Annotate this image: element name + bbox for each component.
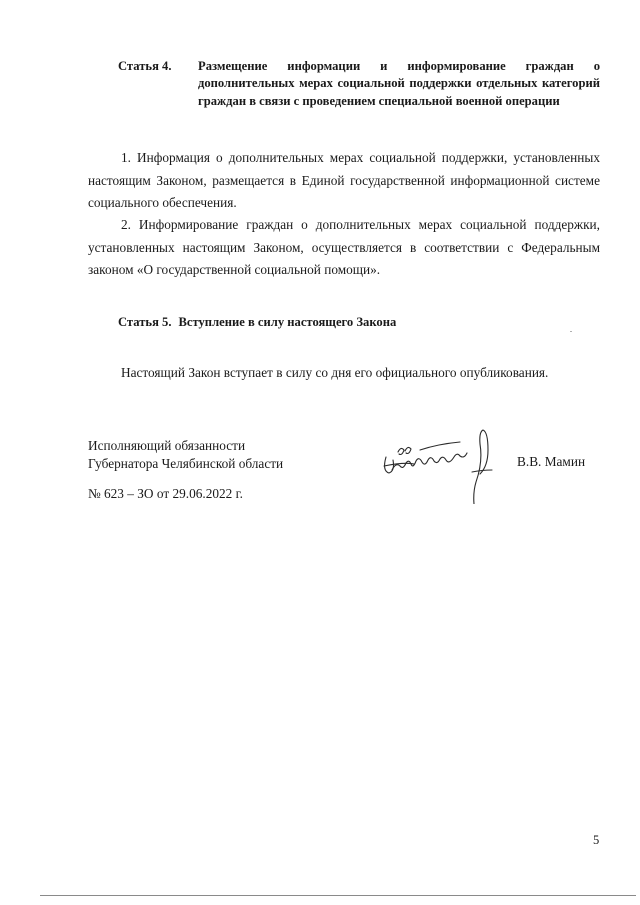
page-bottom-border: [40, 895, 636, 896]
law-number: № 623 – ЗО от 29.06.2022 г.: [88, 486, 243, 501]
article-4-title: Размещение информации и информирование граждан о дополнительных мерах социальной поддержки отдельных категорий граждан в связи с проведением специальной военной операции: [198, 59, 600, 108]
signer-position: [88, 437, 283, 472]
article-4-paragraph-1: 1. Информация о дополнительных мерах социальной поддержки, установленных настоящим Законом, размещается в Единой государственной информационной системе социального обеспечения.: [88, 150, 600, 210]
article-5-title: Вступление в силу настоящего Закона: [178, 315, 397, 329]
scan-speck: [570, 331, 572, 332]
article-5-text: Настоящий Закон вступает в силу со дня его официального опубликования.: [121, 365, 549, 380]
article-4-paragraph-2: 2. Информирование граждан о дополнительных мерах социальной поддержки, установленных настоящим Законом, осуществляется в соответствии с Федеральным законом «О государственной социальной помощи».: [88, 217, 600, 277]
signer-name: В.В. Мамин: [517, 454, 586, 469]
signer-position-line-1: Исполняющий обязанности: [88, 438, 246, 453]
handwritten-signature: [380, 424, 505, 504]
page-number: 5: [593, 833, 600, 847]
article-5-heading: [118, 314, 396, 331]
article-4-number: Статья 4.: [118, 59, 172, 73]
article-5-number: Статья 5.: [118, 315, 172, 329]
signer-position-line-2: Губернатора Челябинской области: [88, 455, 284, 471]
